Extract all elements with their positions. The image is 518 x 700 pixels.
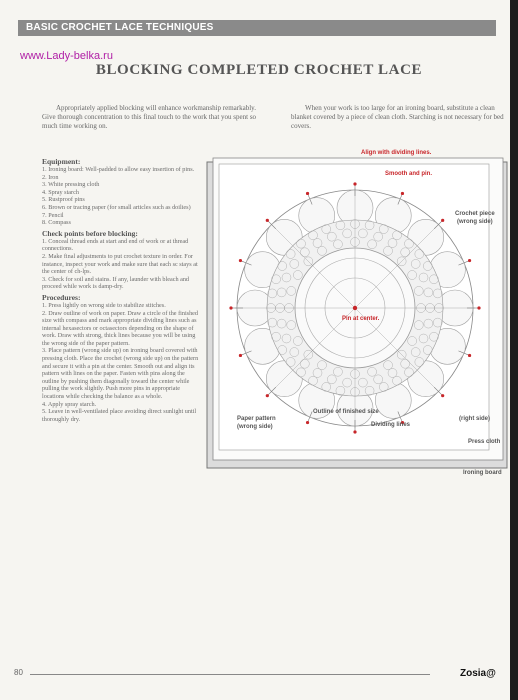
pin-head	[239, 259, 242, 262]
equipment-item: 6. Brown or tracing paper (for small articles such as doilies)	[42, 203, 191, 211]
pin-head	[401, 192, 404, 195]
pin-head	[266, 219, 269, 222]
pin-head	[441, 219, 444, 222]
intro-left: Appropriately applied blocking will enhance workmanship remarkably. Give thorough concentration to this final touch to the work that you spent so much time working on.	[42, 104, 257, 130]
checkpoint-item: 1. Conceal thread ends at start and end of work or at thread connections.	[42, 237, 189, 253]
page-number: 80	[14, 668, 23, 677]
section-header-band	[18, 20, 496, 36]
pin-head	[353, 430, 356, 433]
procedures-heading: Procedures:	[42, 292, 81, 302]
label-align: Align with dividing lines.	[361, 150, 432, 156]
procedure-item: 1. Press lightly on wrong side to stabilize stitches.	[42, 301, 166, 309]
intro-right: When your work is too large for an ironing board, substitute a clean blanket covered by a piece of clean cloth. Starching is not necessary for bed covers.	[291, 104, 504, 130]
footer-rule	[30, 674, 430, 675]
label-paper-pattern-sub: (wrong side)	[237, 424, 273, 430]
label-dividing: Dividing lines	[371, 422, 411, 428]
page-title: BLOCKING COMPLETED CROCHET LACE	[95, 62, 423, 78]
equipment-item: 3. White pressing cloth	[42, 181, 100, 189]
equipment-heading: Equipment:	[42, 157, 81, 166]
blocking-diagram	[205, 148, 510, 486]
signature: Zosia@	[460, 668, 496, 679]
procedure-item: 3. Place pattern (wrong side up) on ironing board covered with pressing cloth. Place the crochet (wrong side up) on the pattern and secure it with a pin at the center. Smooth out and align its pattern with lines on the paper. Fasten with pins along the outline by pushing them diagonally toward the center while pulling the work slightly. Push more pins in appropriate locations while checking the balance as a whole.	[42, 347, 199, 401]
equipment-item: 4. Spray starch	[42, 188, 79, 196]
watermark-url[interactable]: www.Lady-belka.ru	[20, 50, 113, 62]
procedure-item: 5. Leave in well-ventilated place avoiding direct sunlight until thoroughly dry.	[42, 408, 197, 423]
label-pin-center: Pin at center.	[342, 316, 380, 322]
label-outline: Outline of finished size	[313, 409, 379, 415]
pin-head	[441, 394, 444, 397]
pin-head	[266, 394, 269, 397]
checkpoint-item: 3. Check for soil and stains. If any, launder with bleach and proceed while work is damp-dry.	[42, 275, 190, 291]
pin-head	[353, 182, 356, 185]
equipment-item: 7. Pencil	[42, 211, 64, 219]
pin-head	[477, 306, 480, 309]
pin-head	[468, 259, 471, 262]
equipment-item: 8. Compass	[42, 219, 71, 227]
scan-edge	[510, 0, 518, 700]
label-right-side: (right side)	[459, 416, 490, 422]
label-press-cloth: Press cloth	[468, 439, 501, 445]
pin-head	[306, 192, 309, 195]
label-crochet-piece-sub: (wrong side)	[457, 219, 493, 225]
pin-head	[239, 354, 242, 357]
pin-head	[306, 421, 309, 424]
equipment-item: 5. Rustproof pins	[42, 196, 85, 204]
procedure-item: 2. Draw outline of work on paper. Draw a circle of the finished size with compass and mark appropriate dividing lines such as internal hexasectors or octasectors depending on the shape of work. Draw with strong, thick lines because you will be using the wrong side of the paper pattern.	[42, 309, 199, 347]
label-paper-pattern: Paper pattern	[237, 416, 276, 422]
checkpoints-heading: Check points before blocking:	[42, 228, 138, 238]
label-ironing-board: Ironing board	[463, 470, 502, 476]
pin-head	[468, 354, 471, 357]
pin-head	[229, 306, 232, 309]
procedure-item: 4. Apply spray starch.	[42, 400, 97, 408]
equipment-item: 2. Iron	[42, 173, 59, 181]
center-pin	[353, 306, 357, 310]
label-crochet-piece: Crochet piece	[455, 211, 495, 217]
section-title: BASIC CROCHET LACE TECHNIQUES	[26, 22, 214, 33]
equipment-item: 1. Ironing board: Well-padded to allow easy insertion of pins.	[42, 166, 195, 173]
instructions-column	[42, 155, 202, 423]
label-smooth: Smooth and pin.	[385, 171, 432, 177]
checkpoint-item: 2. Make final adjustments to put crochet texture in order. For instance, inspect your work and make sure that each sc stays at the center of ch-lps.	[42, 252, 198, 276]
